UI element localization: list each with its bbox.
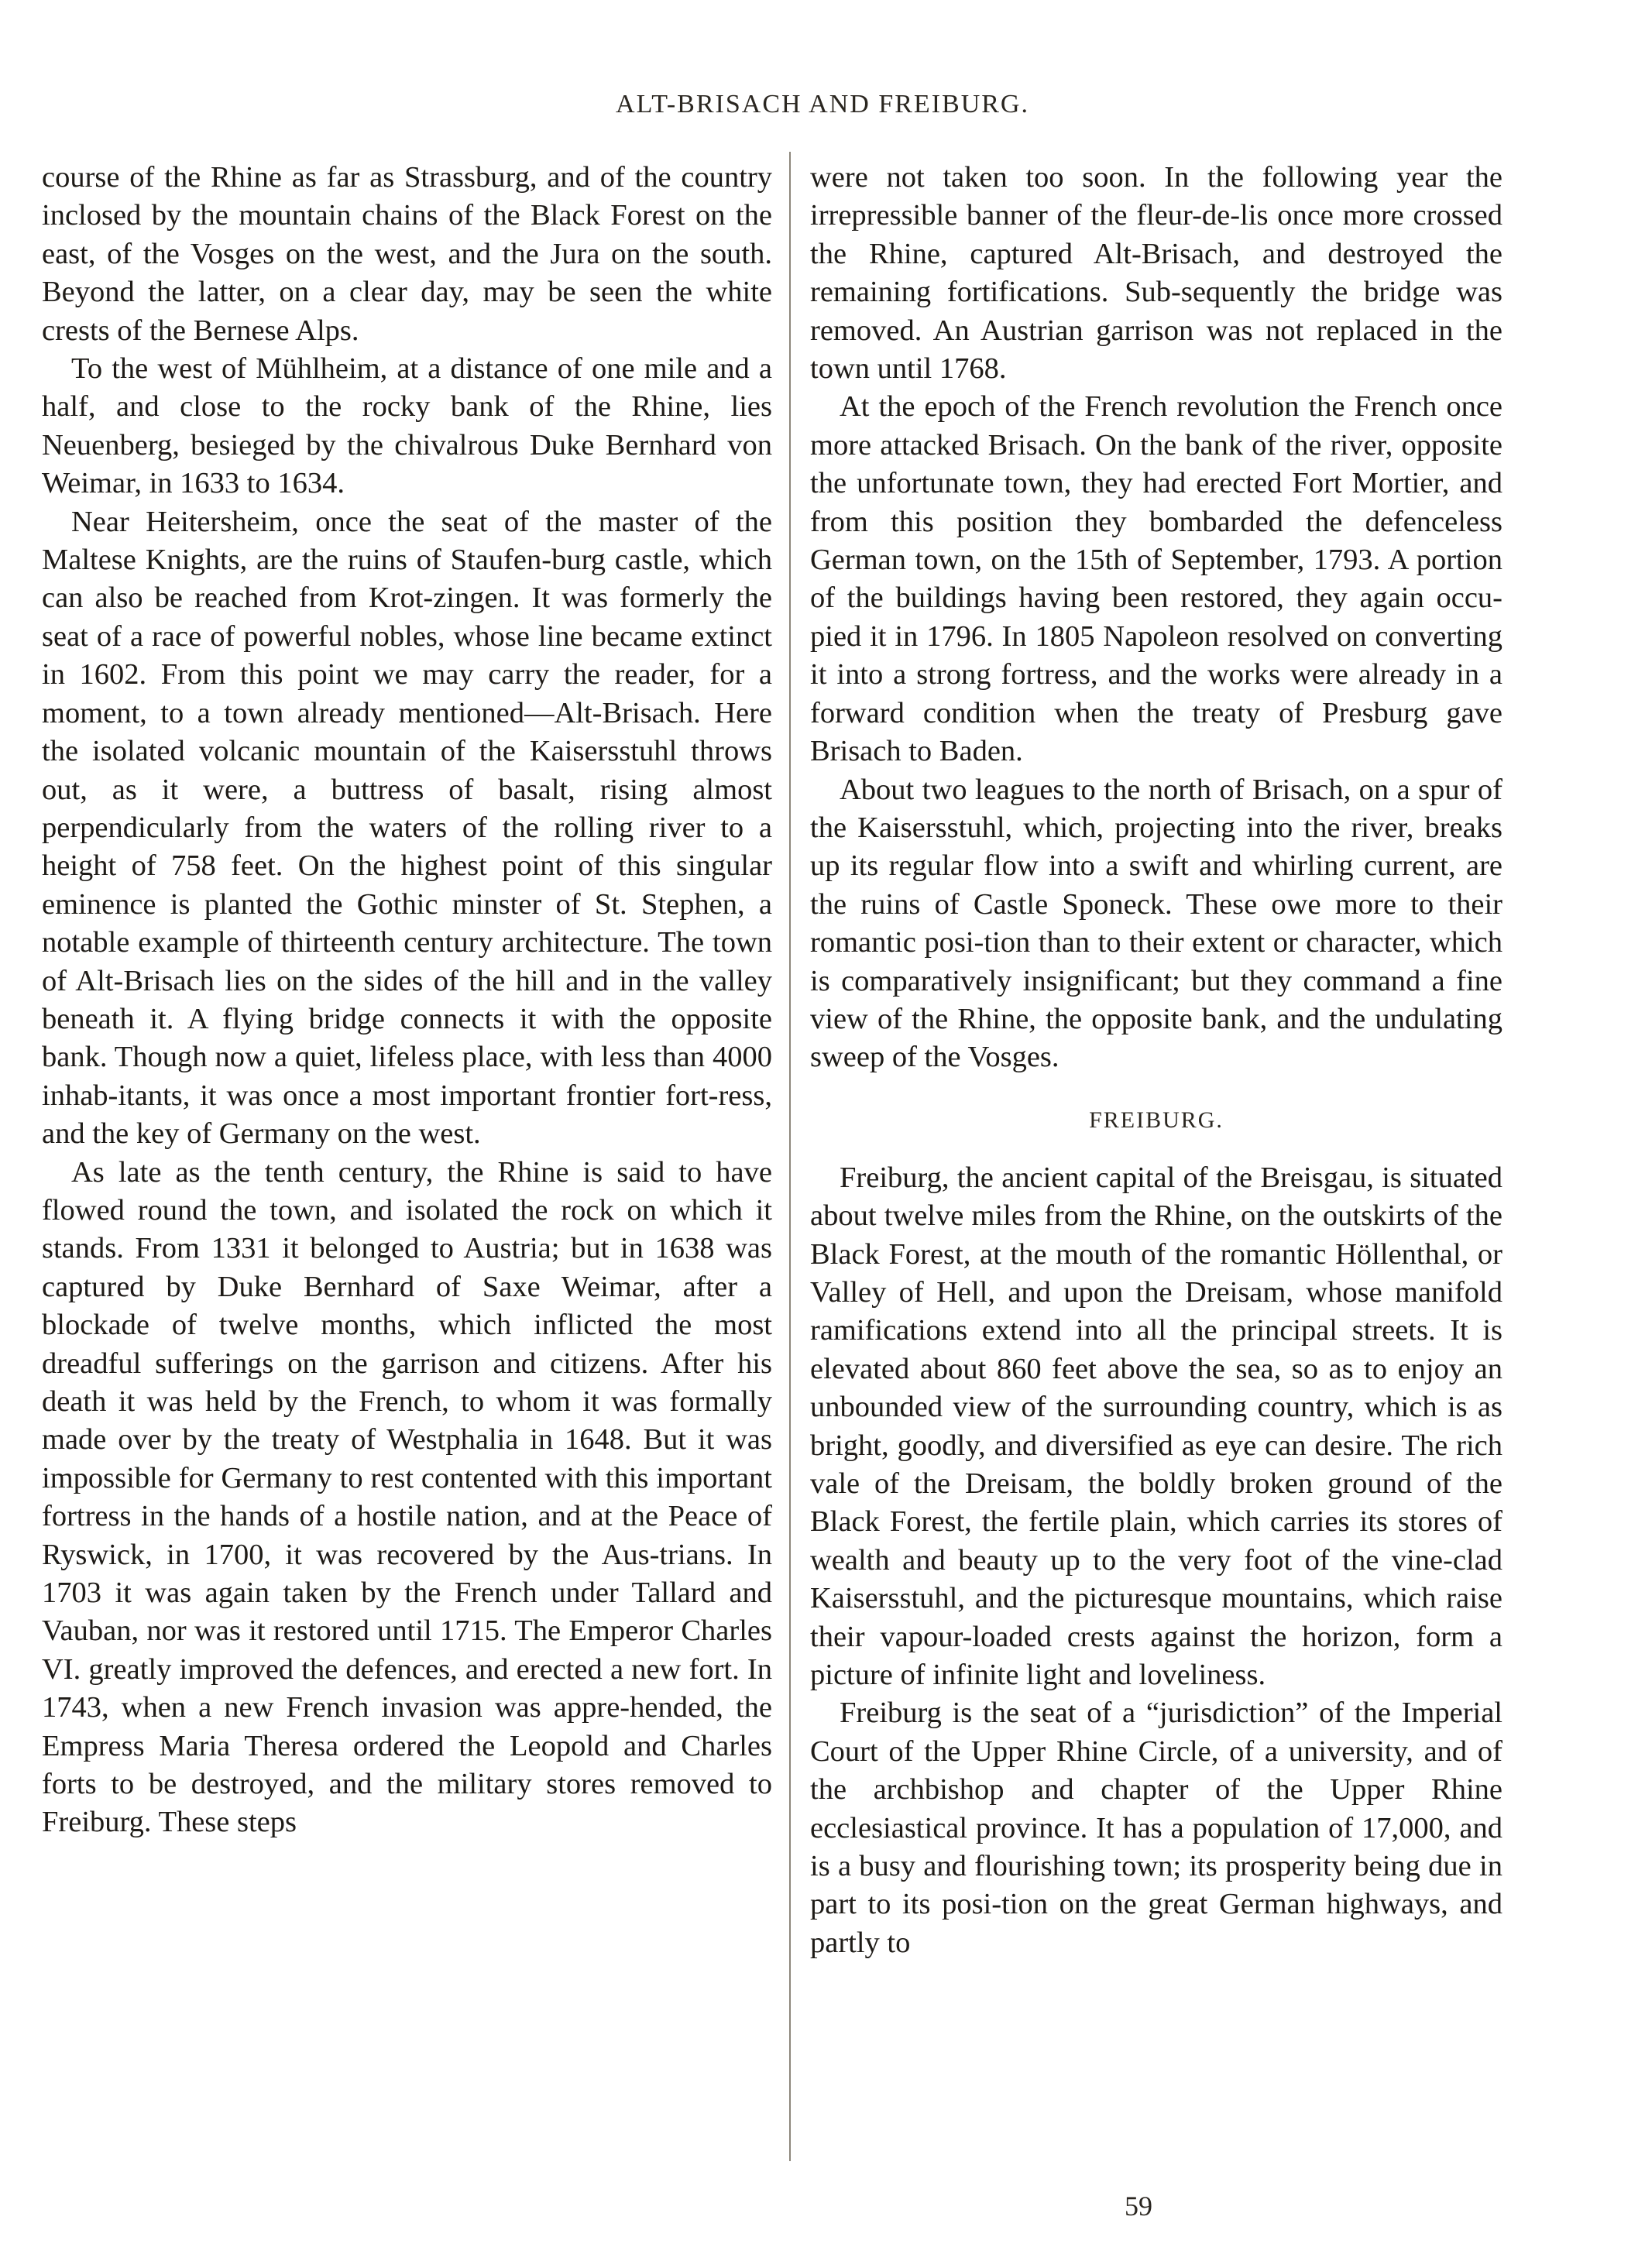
paragraph: At the epoch of the French revolution the French once more attacked Brisach. On the bank of the river, opposite the unfortunate town, they had erected Fort Mortier, and from this position they bombarded the defenceless German town, on the 15th of September, 1793. A portion of the buildings having been restored, they again occu-pied it in 1796. In 1805 Napoleon resolved on converting it into a strong fortress, and the works were already in a forward condition when the treaty of Presburg gave Brisach to Baden. xyxy=(810,390,1502,768)
paragraph: Freiburg, the ancient capital of the Breisgau, is situated about twelve miles from the Rhine, on the outskirts of the Black Forest, at the mouth of the romantic Höllenthal, or Valley of Hell, and upon the Dreisam, whose manifold ramifications extend into all the principal streets. It is elevated about 860 feet above the sea, so as to enjoy an unbounded view of the surrounding country, which is as bright, goodly, and diversified as eye can desire. The rich vale of the Dreisam, the boldly broken ground of the Black Forest, the fertile plain, which carries its stores of wealth and beauty up to the very foot of the vine-clad Kaisersstuhl, and the picturesque mountains, which raise their vapour-loaded crests against the horizon, form a picture of infinite light and loveliness. xyxy=(810,1161,1502,1692)
paragraph: Near Heitersheim, once the seat of the master of the Maltese Knights, are the ruins of Staufen-burg castle, which can also be reached from Krot-zingen. It was formerly the seat of a race of powerful nobles, whose line became extinct in 1602. From this point we may carry the reader, for a moment, to a town already mentioned—Alt-Brisach. Here the isolated volcanic mountain of the Kaisersstuhl throws out, as it were, a buttress of basalt, rising almost perpendicularly from the waters of the rolling river to a height of 758 feet. On the highest point of this singular eminence is planted the Gothic minster of St. Stephen, a notable example of thirteenth century architecture. The town of Alt-Brisach lies on the sides of the hill and in the valley beneath it. A flying bridge connects it with the opposite bank. Though now a quiet, lifeless place, with less than 4000 inhab-itants, it was once a most important frontier fort-ress, and the key of Germany on the west. xyxy=(42,505,772,1151)
right-column xyxy=(810,159,1502,1962)
paragraph: To the west of Mühlheim, at a distance of one mile and a half, and close to the rocky bank of the Rhine, lies Neuenberg, besieged by the chivalrous Duke Bernhard von Weimar, in 1633 to 1634. xyxy=(42,352,772,500)
column-divider xyxy=(789,152,791,2161)
paragraph: As late as the tenth century, the Rhine is said to have flowed round the town, and isolated the rock on which it stands. From 1331 it belonged to Austria; but in 1638 was captured by Duke Bernhard of Saxe Weimar, after a blockade of twelve months, which inflicted the most dreadful sufferings on the garrison and citizens. After his death it was held by the French, to whom it was formally made over by the treaty of Westphalia in 1648. But it was impossible for Germany to rest contented with this important fortress in the hands of a hostile nation, and at the Peace of Ryswick, in 1700, it was recovered by the Aus-trians. In 1703 it was again taken by the French under Tallard and Vauban, nor was it restored until 1715. The Emperor Charles VI. greatly improved the defences, and erected a new fort. In 1743, when a new French invasion was appre-hended, the Empress Maria Theresa ordered the Leopold and Charles forts to be destroyed, and the military stores removed to Freiburg. These steps xyxy=(42,1155,772,1839)
page-number: 59 xyxy=(1125,2191,1152,2222)
left-column xyxy=(42,159,772,1842)
running-head: ALT-BRISACH AND FREIBURG. xyxy=(616,90,1029,118)
paragraph: course of the Rhine as far as Strassburg, and of the country inclosed by the mountain chains of the Black Forest on the east, of the Vosges on the west, and the Jura on the south. Beyond the latter, on a clear day, may be seen the white crests of the Bernese Alps. xyxy=(42,161,772,347)
paragraph: Freiburg is the seat of a “jurisdiction” of the Imperial Court of the Upper Rhine Circle, of a university, and of the archbishop and chapter of the Upper Rhine ecclesiastical province. It has a population of 17,000, and is a busy and flourishing town; its prosperity being due in part to its posi-tion on the great German highways, and partly to xyxy=(810,1697,1502,1959)
paragraph: were not taken too soon. In the following year the irrepressible banner of the fleur-de-lis once more crossed the Rhine, captured Alt-Brisach, and destroyed the remaining fortifications. Sub-sequently the bridge was removed. An Austrian garrison was not replaced in the town until 1768. xyxy=(810,161,1502,386)
section-heading: FREIBURG. xyxy=(1089,1107,1224,1133)
paragraph: About two leagues to the north of Brisach, on a spur of the Kaisersstuhl, which, projecting into the river, breaks up its regular flow into a swift and whirling current, are the ruins of Castle Sponeck. These owe more to their romantic posi-tion than to their extent or character, which is comparatively insignificant; but they command a fine view of the Rhine, the opposite bank, and the undulating sweep of the Vosges. xyxy=(810,773,1502,1074)
